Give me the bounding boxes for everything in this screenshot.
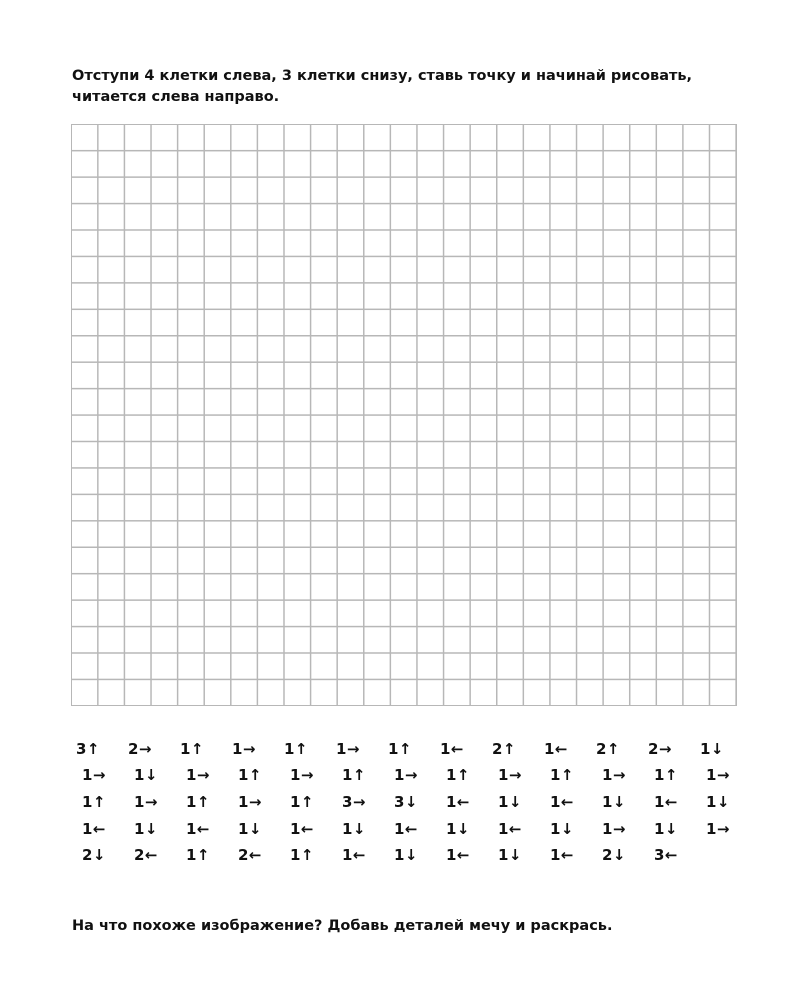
command-step: 1↑ [82, 793, 107, 811]
command-step: 1← [394, 820, 419, 838]
command-step: 1← [544, 740, 569, 758]
command-step: 1↑ [388, 740, 413, 758]
command-step: 1← [550, 793, 575, 811]
command-step: 1↓ [394, 846, 419, 864]
command-row [0, 846, 800, 868]
command-step: 1↓ [602, 793, 627, 811]
command-step: 1← [82, 820, 107, 838]
command-step: 1↓ [446, 820, 471, 838]
command-step: 2↑ [492, 740, 517, 758]
command-row [0, 740, 800, 762]
command-step: 1→ [394, 766, 419, 784]
command-step: 2↓ [602, 846, 627, 864]
command-step: 1→ [82, 766, 107, 784]
command-row [0, 820, 800, 842]
command-step: 1→ [602, 820, 627, 838]
command-step: 1← [440, 740, 465, 758]
command-row [0, 793, 800, 815]
command-step: 1↑ [290, 846, 315, 864]
command-step: 1↓ [700, 740, 725, 758]
command-step: 3← [654, 846, 679, 864]
command-step: 1→ [602, 766, 627, 784]
instruction-text: Отступи 4 клетки слева, 3 клетки снизу, ставь точку и начинай рисовать, читается слева направо. [72, 68, 693, 105]
command-step: 2↓ [82, 846, 107, 864]
command-step: 1↓ [706, 793, 731, 811]
command-step: 3→ [342, 793, 367, 811]
command-step: 1↓ [654, 820, 679, 838]
command-step: 1↑ [180, 740, 205, 758]
command-step: 2→ [648, 740, 673, 758]
command-step: 1↓ [238, 820, 263, 838]
command-step: 1← [498, 820, 523, 838]
command-step: 1↑ [238, 766, 263, 784]
command-step: 1→ [498, 766, 523, 784]
command-step: 1← [446, 846, 471, 864]
command-step: 1↓ [498, 846, 523, 864]
command-step: 1→ [706, 820, 731, 838]
command-step: 1↓ [134, 766, 159, 784]
command-step: 2← [238, 846, 263, 864]
command-step: 1← [290, 820, 315, 838]
command-step: 1↑ [284, 740, 309, 758]
command-step: 1→ [238, 793, 263, 811]
command-step: 1→ [336, 740, 361, 758]
command-step: 1↓ [342, 820, 367, 838]
command-step: 1→ [290, 766, 315, 784]
command-step: 1↑ [446, 766, 471, 784]
command-step: 1→ [232, 740, 257, 758]
command-step: 3↓ [394, 793, 419, 811]
command-step: 1← [550, 846, 575, 864]
command-step: 1↑ [550, 766, 575, 784]
command-step: 2→ [128, 740, 153, 758]
command-step: 1↓ [498, 793, 523, 811]
question-text: На что похоже изображение? Добавь деталей мечу и раскрась. [72, 918, 613, 934]
command-step: 1→ [186, 766, 211, 784]
command-step: 2↑ [596, 740, 621, 758]
drawing-grid[interactable] [71, 124, 737, 706]
command-step: 2← [134, 846, 159, 864]
command-step: 1↑ [290, 793, 315, 811]
command-step: 1→ [706, 766, 731, 784]
command-step: 1↑ [186, 793, 211, 811]
command-step: 1↑ [342, 766, 367, 784]
command-step: 1← [342, 846, 367, 864]
command-step: 1↑ [186, 846, 211, 864]
command-step: 1← [654, 793, 679, 811]
command-step: 1→ [134, 793, 159, 811]
command-step: 1← [186, 820, 211, 838]
command-step: 1↓ [550, 820, 575, 838]
command-step: 1← [446, 793, 471, 811]
command-step: 1↓ [134, 820, 159, 838]
command-step: 3↑ [76, 740, 101, 758]
command-step: 1↑ [654, 766, 679, 784]
command-row [0, 766, 800, 788]
